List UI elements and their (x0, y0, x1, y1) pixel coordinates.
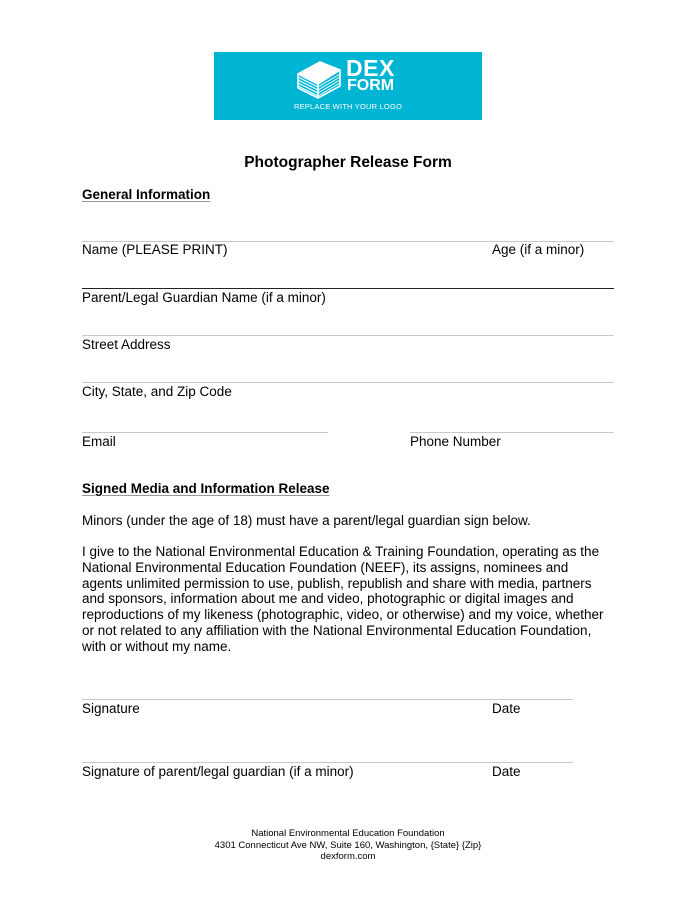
footer-org: National Environmental Education Foundation (251, 828, 445, 839)
signature-label: Signature (82, 701, 140, 716)
footer-address: 4301 Connecticut Ave NW, Suite 160, Washington, {State} {Zip} (214, 839, 482, 851)
release-line: with or without my name. (82, 638, 232, 654)
signature-date-label: Date (492, 701, 521, 716)
guardian-name-label: Parent/Legal Guardian Name (if a minor) (82, 290, 326, 305)
footer (0, 828, 696, 863)
city-field-line[interactable] (82, 382, 614, 383)
general-information-heading: General Information (82, 187, 211, 202)
logo-tagline: REPLACE WITH YOUR LOGO (293, 102, 403, 111)
phone-label: Phone Number (410, 434, 501, 449)
email-field-line[interactable] (82, 432, 328, 433)
release-line: and sponsors, information about me and video, photographic or digital images and (82, 591, 574, 607)
name-label: Name (PLEASE PRINT) (82, 242, 228, 257)
logo-brand-line1: DEX (346, 55, 395, 81)
page-title: Photographer Release Form (244, 154, 452, 171)
email-label: Email (82, 434, 116, 449)
guardian-signature-field-line[interactable] (82, 762, 573, 763)
age-label: Age (if a minor) (492, 242, 585, 257)
release-line: reproductions of my likeness (photographic, video, or otherwise) and my voice, whether (82, 607, 604, 623)
guardian-date-label: Date (492, 764, 521, 779)
signature-field-line[interactable] (82, 699, 573, 700)
paper-stack-icon (296, 58, 342, 102)
logo (214, 52, 482, 120)
street-label: Street Address (82, 337, 171, 352)
release-line: I give to the National Environmental Education & Training Foundation, operating as the (82, 544, 600, 559)
street-field-line[interactable] (82, 335, 614, 336)
guardian-name-field-line[interactable] (82, 288, 614, 289)
release-line: or not related to any affiliation with the National Environmental Education Foundation, (82, 622, 592, 638)
release-heading: Signed Media and Information Release (82, 481, 330, 496)
logo-brand-line2: FORM (347, 77, 395, 94)
release-line: agents unlimited permission to use, publish, republish and share with media, partners (82, 575, 592, 591)
guardian-signature-label: Signature of parent/legal guardian (if a minor) (82, 764, 354, 779)
city-label: City, State, and Zip Code (82, 384, 232, 399)
phone-field-line[interactable] (410, 432, 614, 433)
minors-note: Minors (under the age of 18) must have a parent/legal guardian sign below. (82, 513, 531, 528)
footer-website[interactable]: dexform.com (320, 851, 376, 862)
release-line: National Environmental Education Foundation (NEEF), its assigns, nominees and (82, 559, 569, 575)
release-paragraph (82, 544, 622, 655)
